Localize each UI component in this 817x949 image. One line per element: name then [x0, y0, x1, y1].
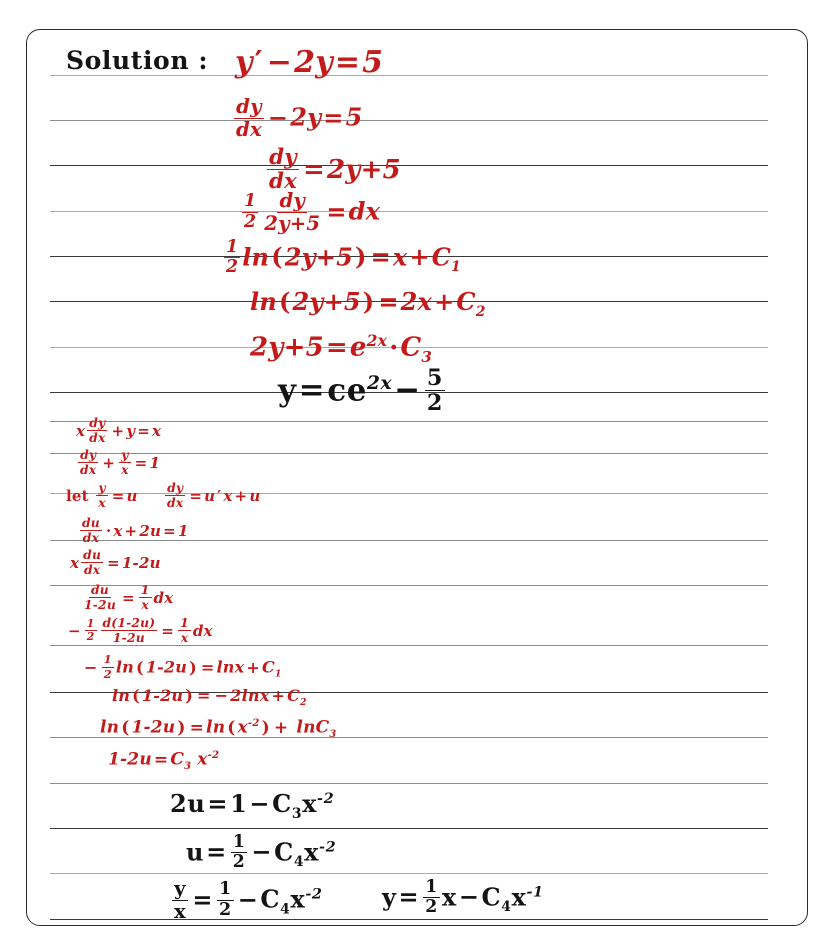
- sym-x: x: [76, 421, 86, 440]
- denominator: dx: [82, 530, 100, 546]
- numerator: y: [121, 447, 129, 462]
- numerator: du: [83, 547, 102, 562]
- fraction-du-dx: [81, 549, 103, 577]
- sym-C: C: [261, 657, 275, 677]
- fraction-y-x: [172, 879, 188, 921]
- exponent-neg2: -2: [247, 717, 260, 729]
- sym-minus: −: [267, 102, 289, 132]
- sym-2: 2: [294, 45, 316, 80]
- fraction-y-x: [119, 449, 131, 477]
- fraction-y-x: [96, 482, 108, 510]
- denominator: dx: [83, 562, 101, 578]
- sym-x: x: [113, 521, 123, 540]
- sym-y: y: [278, 372, 297, 409]
- sym-2y-plus-5: 2y+5: [327, 154, 401, 185]
- sym-u: u: [249, 486, 261, 505]
- sym-C: C: [274, 837, 294, 867]
- denominator: dx: [269, 169, 298, 195]
- numerator: 1: [232, 832, 246, 852]
- fraction-one-half: [231, 834, 248, 872]
- sym-y: y: [307, 102, 322, 132]
- sym-C: C: [315, 717, 330, 738]
- sym-x: x: [290, 884, 306, 914]
- sym-u: u: [126, 486, 138, 505]
- sym-C: C: [272, 789, 292, 818]
- sym-2: 2: [230, 686, 242, 705]
- numerator: 1: [425, 877, 438, 897]
- sym-plus: +: [246, 657, 260, 677]
- sym-eq: =: [153, 749, 169, 770]
- sym-eq: =: [200, 657, 215, 677]
- sym-x: x: [441, 882, 457, 912]
- sym-C: C: [260, 884, 281, 914]
- sym-u: u: [186, 837, 205, 867]
- subscript-3: 3: [184, 761, 192, 773]
- denominator: dx: [80, 462, 97, 478]
- sym-eq: =: [189, 486, 203, 505]
- subscript-3: 3: [421, 347, 433, 366]
- sym-2: 2: [290, 102, 308, 132]
- numerator: dy: [89, 415, 106, 430]
- fraction-one-half: [242, 193, 258, 231]
- equation-p1s3: [265, 145, 401, 195]
- sym-eq: =: [378, 287, 399, 316]
- exponent-neg2: -2: [317, 790, 335, 807]
- sym-dx: dx: [153, 588, 174, 607]
- sym-dot: ·: [105, 521, 112, 540]
- sym-x: x: [511, 882, 527, 912]
- sym-dot: ·: [389, 332, 399, 363]
- equation-p2s3b: $\frac{dy}{dx}$ = u ′ x + u: [167, 480, 261, 511]
- sym-x: x: [259, 686, 270, 705]
- sym-c: c: [327, 372, 347, 409]
- fraction-one-half: [85, 616, 97, 644]
- sym-minus: −: [266, 45, 293, 80]
- sym-plus: +: [102, 453, 116, 472]
- equation-p2s2: [76, 447, 161, 478]
- sym-1-minus-2u: 1-2u: [141, 686, 184, 705]
- fraction-one-half: [217, 881, 234, 919]
- sym-u: u: [204, 486, 216, 505]
- sym-eq: =: [161, 621, 175, 640]
- fraction-dy-over-2y5: [262, 191, 322, 233]
- equation-p2s8: − $\frac{1}{2}$ ln ( 1-2u ) = $\ln x + C_1$: [84, 652, 282, 681]
- sym-eq: =: [206, 837, 227, 867]
- sym-x: x: [237, 717, 248, 738]
- subscript-3: 3: [329, 729, 337, 741]
- sym-1-minus-2u: 1-2u: [121, 553, 161, 572]
- denominator: 2: [426, 390, 443, 417]
- subscript-4: 4: [280, 901, 291, 918]
- sym-eq: =: [370, 242, 391, 272]
- numerator: 1: [103, 652, 112, 666]
- denominator: x: [141, 597, 149, 613]
- numerator: dy: [80, 447, 97, 462]
- sym-x: x: [197, 749, 208, 770]
- equation-p2s1: [76, 415, 162, 446]
- exponent-neg1: -1: [526, 883, 544, 901]
- exponent-2x: 2x: [366, 331, 388, 350]
- equation-p2s4: [78, 515, 189, 546]
- sym-eq: =: [189, 717, 205, 738]
- sym-eq: =: [111, 486, 125, 505]
- sym-plus: +: [409, 242, 430, 272]
- sym-C: C: [431, 242, 452, 272]
- denominator: 2: [219, 899, 232, 920]
- sym-C: C: [400, 332, 422, 363]
- fraction-one-half: [102, 654, 114, 680]
- sym-1: 1: [230, 789, 248, 818]
- sym-2: 2: [170, 789, 188, 818]
- equation-p2s5: [70, 547, 161, 578]
- numerator: 1: [86, 616, 95, 630]
- denominator: 2y+5: [264, 211, 321, 235]
- sym-eq: =: [334, 45, 361, 80]
- sym-minus: −: [458, 882, 480, 912]
- sym-dx: dx: [192, 621, 213, 640]
- equation-p2s14a: [170, 877, 323, 923]
- sym-plus: +: [271, 686, 286, 705]
- fraction-one-half: [224, 239, 240, 277]
- sym-eq: =: [121, 588, 135, 607]
- equation-p2s3a: [66, 480, 138, 511]
- fraction-dy-dx: [78, 449, 98, 477]
- equation-p1s6: $\ln(2y+5) =2x+C_2$: [250, 287, 486, 320]
- sym-plus: +: [111, 421, 125, 440]
- sym-plus: +: [124, 521, 138, 540]
- sym-eq: =: [323, 102, 344, 132]
- sym-ln: ln: [216, 657, 235, 677]
- sym-1-minus-2u: 1-2u: [108, 749, 152, 770]
- numerator: du: [82, 515, 100, 530]
- sym-ln: ln: [112, 686, 131, 705]
- subscript-1: 1: [451, 259, 461, 276]
- subscript-3: 3: [291, 805, 303, 822]
- sym-ln: ln: [296, 717, 316, 738]
- denominator: dx: [236, 117, 262, 141]
- sym-u: u: [149, 521, 162, 540]
- denominator: 1-2u: [84, 597, 116, 613]
- page-heading: [66, 48, 208, 73]
- denominator: x: [180, 630, 189, 646]
- denominator: dx: [167, 495, 184, 511]
- fraction-dy-dx: [165, 482, 185, 510]
- denominator: 2: [226, 257, 239, 278]
- numerator: dy: [279, 189, 306, 212]
- numerator: du: [91, 582, 109, 597]
- sym-e: e: [349, 332, 367, 363]
- fraction-one-half: [423, 879, 440, 917]
- subscript-4: 4: [293, 854, 305, 871]
- fraction-dy-dx: [87, 417, 107, 445]
- sym-x: x: [151, 421, 162, 440]
- subscript-2: 2: [300, 697, 307, 709]
- equation-p1s8-final: [278, 365, 447, 417]
- denominator: x: [98, 495, 106, 511]
- equation-p2s6: [80, 582, 174, 613]
- sym-ln: ln: [206, 717, 226, 738]
- sym-minus: −: [394, 372, 421, 409]
- sym-eq: =: [207, 789, 229, 818]
- sym-plus: +: [234, 486, 248, 505]
- sym-y: y: [235, 45, 253, 80]
- sym-eq: =: [192, 884, 214, 914]
- denominator: x: [174, 899, 187, 923]
- numerator: y: [98, 480, 106, 495]
- numerator: d(1-2u): [102, 615, 156, 630]
- sym-eq: =: [107, 553, 120, 572]
- sym-x: x: [304, 837, 320, 867]
- sym-x: x: [392, 242, 408, 272]
- sym-plus: +: [273, 717, 289, 738]
- sym-x: x: [70, 553, 80, 572]
- numerator: dy: [167, 480, 184, 495]
- sym-1: 1: [177, 521, 189, 540]
- equation-p1s1: y′ −2y=5: [235, 45, 384, 80]
- sym-2y-plus-5: 2y+5: [292, 287, 361, 316]
- equation-p1s5: $\frac{1}{2}$ $\ln(2y+5) =x+C_1$: [226, 237, 461, 278]
- sym-x: x: [302, 789, 318, 818]
- sym-x: x: [223, 486, 233, 505]
- sym-1: 1: [149, 453, 161, 472]
- sym-eq: =: [197, 686, 211, 705]
- sym-eq: =: [137, 421, 150, 440]
- sym-u: u: [187, 789, 206, 818]
- sym-minus: −: [237, 884, 259, 914]
- sym-minus: −: [84, 657, 98, 677]
- sym-y: y: [126, 421, 136, 440]
- sym-ln: ln: [242, 242, 270, 272]
- denominator: 2: [232, 852, 246, 873]
- sym-ln: ln: [115, 657, 134, 677]
- denominator: 1-2u: [112, 630, 145, 646]
- equation-p1s7: [250, 333, 432, 365]
- sym-dx: dx: [348, 196, 381, 226]
- fraction-du-over-1-2u: [82, 584, 118, 612]
- sym-eq: =: [303, 154, 326, 185]
- sym-plus: +: [434, 287, 455, 316]
- equation-p1s4: [240, 189, 381, 235]
- numerator: 1: [244, 191, 257, 212]
- equation-p2s12: [170, 789, 335, 822]
- sym-eq: =: [298, 372, 326, 409]
- sym-5: 5: [345, 102, 363, 132]
- sym-C: C: [481, 882, 502, 912]
- fraction-dy-dx: [234, 97, 264, 139]
- equation-p2s10: ln ( 1-2u ) = ln ( $x^{-2}$ ) + lnC$_3$: [100, 717, 337, 741]
- sym-C: C: [287, 686, 301, 705]
- denominator: 2: [103, 666, 112, 681]
- sym-eq: =: [163, 521, 176, 540]
- denominator: dx: [89, 430, 106, 446]
- sym-y: y: [382, 882, 397, 912]
- subscript-2: 2: [475, 303, 486, 320]
- numerator: 1: [219, 879, 232, 900]
- sym-minus: −: [251, 837, 273, 867]
- sym-minus: −: [68, 621, 81, 640]
- fraction-five-halves: [425, 367, 445, 415]
- numerator: dy: [269, 145, 297, 170]
- sym-x: x: [234, 657, 245, 677]
- sym-e: e: [346, 372, 368, 409]
- denominator: x: [121, 462, 129, 478]
- fraction-one-over-x: [139, 584, 152, 612]
- numerator: 1: [180, 615, 189, 630]
- sym-2y-plus-5: 2y+5: [250, 332, 324, 363]
- sym-2y-plus-5: 2y+5: [284, 242, 354, 272]
- sym-y: y: [315, 45, 333, 80]
- equation-p2s9: ln ( 1-2u ) = − $2\ln x + C_2$: [112, 686, 307, 709]
- subscript-1: 1: [274, 668, 282, 680]
- fraction-du-dx: [80, 517, 102, 545]
- equation-p2s11: [108, 750, 219, 772]
- sym-ln: ln: [250, 287, 277, 316]
- numerator: 5: [426, 365, 443, 391]
- sym-ln: ln: [100, 717, 120, 738]
- sym-5: 5: [362, 45, 384, 80]
- fraction-dy-dx: [267, 147, 299, 193]
- sym-eq: =: [325, 332, 348, 363]
- sym-ln: ln: [241, 686, 260, 705]
- numerator: 1: [140, 582, 150, 597]
- sym-2x: 2x: [400, 287, 433, 316]
- equation-p1s2: [232, 95, 363, 141]
- equation-p2s7: [66, 615, 213, 646]
- denominator: 2: [425, 897, 438, 918]
- exponent-neg2: -2: [207, 749, 220, 761]
- sym-eq: =: [134, 453, 148, 472]
- exponent-neg2: -2: [305, 885, 323, 903]
- subscript-4: 4: [501, 899, 512, 916]
- sym-2: 2: [139, 521, 150, 540]
- sym-C: C: [170, 749, 185, 770]
- label-let: let: [66, 486, 89, 505]
- numerator: 1: [226, 237, 239, 257]
- sym-minus: −: [249, 789, 271, 818]
- sym-1-minus-2u: 1-2u: [145, 657, 188, 677]
- heading-text: Solution :: [66, 46, 209, 75]
- sym-1-minus-2u: 1-2u: [131, 717, 176, 738]
- sym-eq: =: [326, 196, 347, 226]
- exponent-neg2: -2: [319, 838, 337, 856]
- fraction-d1m2u-over-1m2u: [101, 617, 158, 645]
- denominator: 2: [86, 630, 95, 644]
- numerator: dy: [236, 95, 262, 118]
- equation-p2s13: [186, 832, 337, 873]
- equation-p2s14b-final: [382, 877, 544, 918]
- numerator: y: [174, 877, 187, 900]
- sym-minus: −: [214, 686, 229, 705]
- sym-eq: =: [398, 882, 420, 912]
- sym-C: C: [456, 287, 476, 316]
- denominator: 2: [244, 211, 257, 232]
- fraction-one-over-x: [178, 617, 191, 645]
- exponent-2x: 2x: [367, 372, 393, 394]
